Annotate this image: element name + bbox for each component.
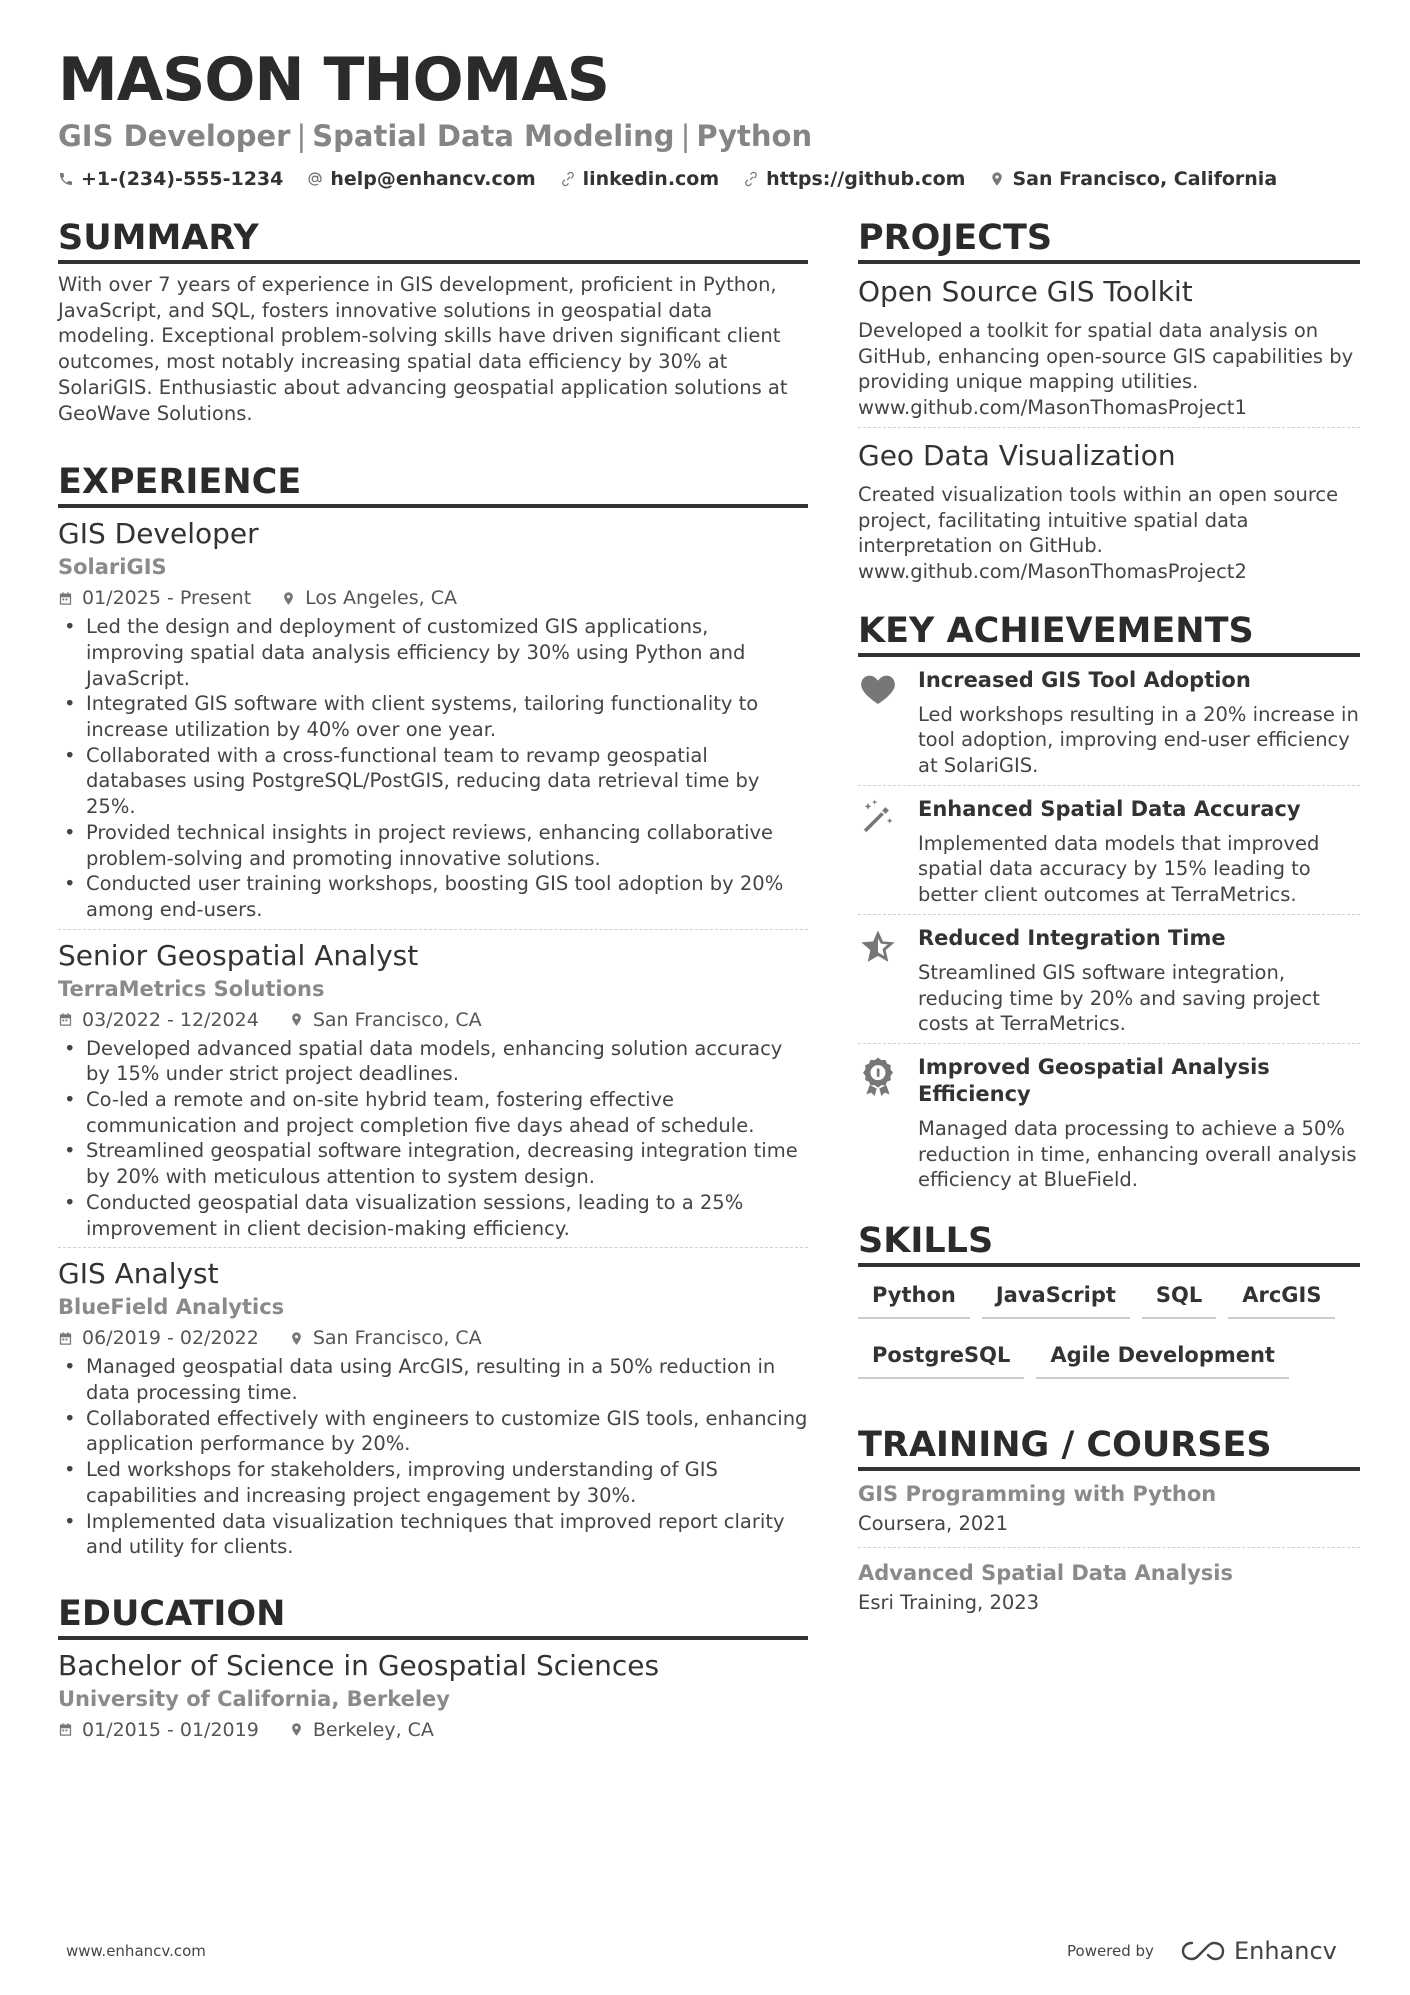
project-title: Open Source GIS Toolkit: [858, 275, 1193, 308]
award-icon: [858, 1056, 898, 1096]
skill-tag: SQL: [1142, 1277, 1216, 1319]
skill-tag: PostgreSQL: [858, 1337, 1024, 1379]
contact-phone[interactable]: [58, 168, 283, 190]
course-title: Advanced Spatial Data Analysis: [858, 1561, 1233, 1586]
job-bullets: [58, 1354, 808, 1560]
skill-tag: ArcGIS: [1228, 1277, 1335, 1319]
achievement-body: [918, 923, 1360, 1037]
title-separator: |: [680, 119, 691, 153]
course-provider: Esri Training, 2023: [858, 1591, 1040, 1615]
job-bullet: • Co-led a remote and on-site hybrid team, fostering effective communication and project completion five days ahead of schedule.: [58, 1087, 808, 1138]
job-location: [289, 1324, 482, 1352]
contact-email[interactable]: [307, 168, 535, 190]
course-entry: [858, 1479, 1360, 1548]
contact-github[interactable]: [743, 168, 965, 190]
achievement-icon-wrap: [858, 665, 918, 779]
contact-email-text: help@enhancv.com: [330, 168, 536, 190]
experience-entry: [58, 516, 808, 929]
job-role: GIS Developer: [58, 517, 259, 551]
job-dates: [58, 584, 251, 612]
job-location: [281, 584, 457, 612]
education-entry: [58, 1648, 808, 1752]
footer-branding: [1067, 1937, 1337, 1965]
course-title: GIS Programming with Python: [858, 1482, 1217, 1507]
project-url[interactable]: www.github.com/MasonThomasProject1: [858, 396, 1247, 420]
achievement-body: [918, 665, 1360, 779]
title-part: GIS Developer: [58, 119, 291, 153]
project-entry: [858, 272, 1360, 428]
magic-wand-icon: [858, 798, 898, 838]
contact-location: [989, 168, 1277, 190]
job-location-text: San Francisco, CA: [312, 1008, 482, 1031]
right-column: [858, 216, 1360, 1636]
education-location: [289, 1716, 434, 1744]
project-desc: Developed a toolkit for spatial data analysis on GitHub, enhancing open-source GIS capabilities by providing unique mapping utilities.: [858, 319, 1354, 394]
powered-by-label: Powered by: [1067, 1942, 1154, 1960]
job-role: Senior Geospatial Analyst: [58, 938, 419, 972]
education-degree: Bachelor of Science in Geospatial Sciences: [58, 1648, 660, 1682]
calendar-icon: [58, 591, 73, 606]
achievement-icon-wrap: [858, 794, 918, 908]
summary-heading: SUMMARY: [58, 216, 808, 264]
achievement-body: [918, 1052, 1360, 1193]
title-part: Python: [696, 119, 813, 153]
achievement-title: Reduced Integration Time: [918, 925, 1226, 950]
location-pin-icon: [289, 1722, 304, 1737]
phone-icon: [58, 171, 74, 187]
calendar-icon: [58, 1012, 73, 1027]
job-dates-text: 06/2019 - 02/2022: [82, 1327, 259, 1350]
project-entry: [858, 436, 1360, 591]
education-heading: EDUCATION: [58, 1592, 808, 1640]
job-bullet: • Implemented data visualization techniques that improved report clarity and utility for clients.: [58, 1509, 808, 1560]
job-bullets: [58, 614, 808, 922]
job-location-text: San Francisco, CA: [312, 1327, 482, 1350]
job-meta: [58, 1324, 808, 1352]
education-dates-text: 01/2015 - 01/2019: [82, 1718, 259, 1741]
achievement-icon-wrap: [858, 1052, 918, 1193]
contact-phone-text: +1-(234)-555-1234: [81, 168, 284, 190]
job-bullet: • Streamlined geospatial software integration, decreasing integration time by 20% with meticulous attention to system design.: [58, 1138, 808, 1189]
title-separator: |: [296, 119, 307, 153]
job-dates: [58, 1324, 259, 1352]
job-meta: [58, 584, 808, 612]
skills-heading: SKILLS: [858, 1219, 1360, 1267]
job-bullet: • Developed advanced spatial data models, enhancing solution accuracy by 15% under strict project deadlines.: [58, 1036, 808, 1087]
enhancv-logo-icon: [1180, 1939, 1226, 1963]
link-icon: [743, 171, 759, 187]
brand-name: Enhancv: [1233, 1937, 1337, 1965]
star-icon: [858, 927, 898, 967]
skills-list: [858, 1277, 1360, 1397]
job-bullet: • Led the design and deployment of customized GIS applications, improving spatial data analysis efficiency by 30% using Python and JavaScript.: [58, 614, 808, 691]
achievement-body: [918, 794, 1360, 908]
job-company: SolariGIS: [58, 555, 167, 580]
achievement-icon-wrap: [858, 923, 918, 1037]
skill-tag: Agile Development: [1036, 1337, 1289, 1379]
achievement-desc: Managed data processing to achieve a 50% reduction in time, enhancing overall analysis efficiency at BlueField.: [918, 1116, 1357, 1192]
achievement-title: Improved Geospatial Analysis Efficiency: [918, 1054, 1270, 1106]
education-dates: [58, 1716, 259, 1744]
job-company: TerraMetrics Solutions: [58, 976, 325, 1001]
calendar-icon: [58, 1331, 73, 1346]
job-bullet: • Led workshops for stakeholders, improving understanding of GIS capabilities and increasing project engagement by 30%.: [58, 1457, 808, 1508]
job-meta: [58, 1006, 808, 1034]
job-role: GIS Analyst: [58, 1257, 219, 1291]
job-bullet: • Managed geospatial data using ArcGIS, resulting in a 50% reduction in data processing time.: [58, 1354, 808, 1405]
achievement-desc: Led workshops resulting in a 20% increase in tool adoption, improving end-user efficiency at SolariGIS.: [918, 702, 1359, 778]
candidate-name: MASON THOMAS: [58, 45, 609, 115]
training-heading: TRAINING / COURSES: [858, 1423, 1360, 1471]
job-dates-text: 03/2022 - 12/2024: [82, 1008, 259, 1031]
location-pin-icon: [289, 1331, 304, 1346]
projects-heading: PROJECTS: [858, 216, 1360, 264]
project-title: Geo Data Visualization: [858, 438, 1176, 472]
footer-website[interactable]: www.enhancv.com: [66, 1942, 206, 1960]
education-school: University of California, Berkeley: [58, 1686, 450, 1711]
at-icon: [307, 171, 323, 187]
job-bullet: • Provided technical insights in project reviews, enhancing collaborative problem-solving and promoting innovative solutions.: [58, 820, 808, 871]
job-bullet: • Collaborated effectively with engineers to customize GIS tools, enhancing application performance by 20%.: [58, 1406, 808, 1457]
link-icon: [560, 171, 576, 187]
project-url[interactable]: www.github.com/MasonThomasProject2: [858, 559, 1247, 583]
achievement-entry: [858, 794, 1360, 915]
job-company: BlueField Analytics: [58, 1295, 285, 1320]
achievement-title: Enhanced Spatial Data Accuracy: [918, 796, 1301, 821]
skill-tag: JavaScript: [982, 1277, 1130, 1319]
course-entry: [858, 1558, 1360, 1626]
achievement-desc: Streamlined GIS software integration, reducing time by 20% and saving project costs at TerraMetrics.: [918, 960, 1320, 1036]
contact-location-text: San Francisco, California: [1012, 168, 1278, 190]
experience-entry: [58, 1256, 808, 1566]
education-location-text: Berkeley, CA: [312, 1718, 434, 1741]
achievement-desc: Implemented data models that improved spatial data accuracy by 15% leading to better client outcomes at TerraMetrics.: [918, 831, 1320, 907]
contact-github-text: https://github.com: [766, 168, 966, 190]
course-provider: Coursera, 2021: [858, 1512, 1009, 1536]
job-dates: [58, 1006, 259, 1034]
experience-entry: [58, 938, 808, 1249]
achievement-title: Increased GIS Tool Adoption: [918, 667, 1251, 692]
location-pin-icon: [989, 171, 1005, 187]
candidate-title: [58, 118, 812, 154]
brand-logo[interactable]: [1180, 1937, 1337, 1965]
job-bullets: [58, 1036, 808, 1242]
left-column: [58, 216, 808, 1760]
contact-linkedin-text: linkedin.com: [582, 168, 720, 190]
job-bullet: • Conducted user training workshops, boosting GIS tool adoption by 20% among end-users.: [58, 871, 808, 922]
education-meta: [58, 1716, 808, 1744]
achievements-heading: KEY ACHIEVEMENTS: [858, 609, 1360, 657]
heart-icon: [858, 669, 898, 709]
skill-tag: Python: [858, 1277, 970, 1319]
summary-text: With over 7 years of experience in GIS development, proficient in Python, JavaScript, and SQL, fosters innovative solutions in geospatial data modeling. Exceptional problem-solving skills have driven significant client outcomes, most notably increasing spatial data efficiency by 30% at SolariGIS. Enthusiastic about advancing geospatial application solutions at GeoWave Solutions.: [58, 273, 788, 425]
job-location: [289, 1006, 482, 1034]
achievement-entry: [858, 923, 1360, 1044]
job-dates-text: 01/2025 - Present: [82, 587, 252, 610]
title-part: Spatial Data Modeling: [312, 119, 675, 153]
job-bullet: • Conducted geospatial data visualization sessions, leading to a 25% improvement in client decision-making efficiency.: [58, 1190, 808, 1241]
project-desc: Created visualization tools within an open source project, facilitating intuitive spatial data interpretation on GitHub.: [858, 482, 1339, 558]
job-bullet: • Collaborated with a cross-functional team to revamp geospatial databases using PostgreSQL/PostGIS, reducing data retrieval time by 25%.: [58, 743, 808, 820]
contact-bar: [58, 168, 1301, 190]
experience-heading: EXPERIENCE: [58, 460, 808, 508]
contact-linkedin[interactable]: [560, 168, 720, 190]
location-pin-icon: [281, 591, 296, 606]
job-location-text: Los Angeles, CA: [305, 587, 457, 610]
location-pin-icon: [289, 1012, 304, 1027]
job-bullet: • Integrated GIS software with client systems, tailoring functionality to increase utilization by 40% over one year.: [58, 691, 808, 742]
achievement-entry: [858, 1052, 1360, 1199]
calendar-icon: [58, 1722, 73, 1737]
achievement-entry: [858, 665, 1360, 786]
